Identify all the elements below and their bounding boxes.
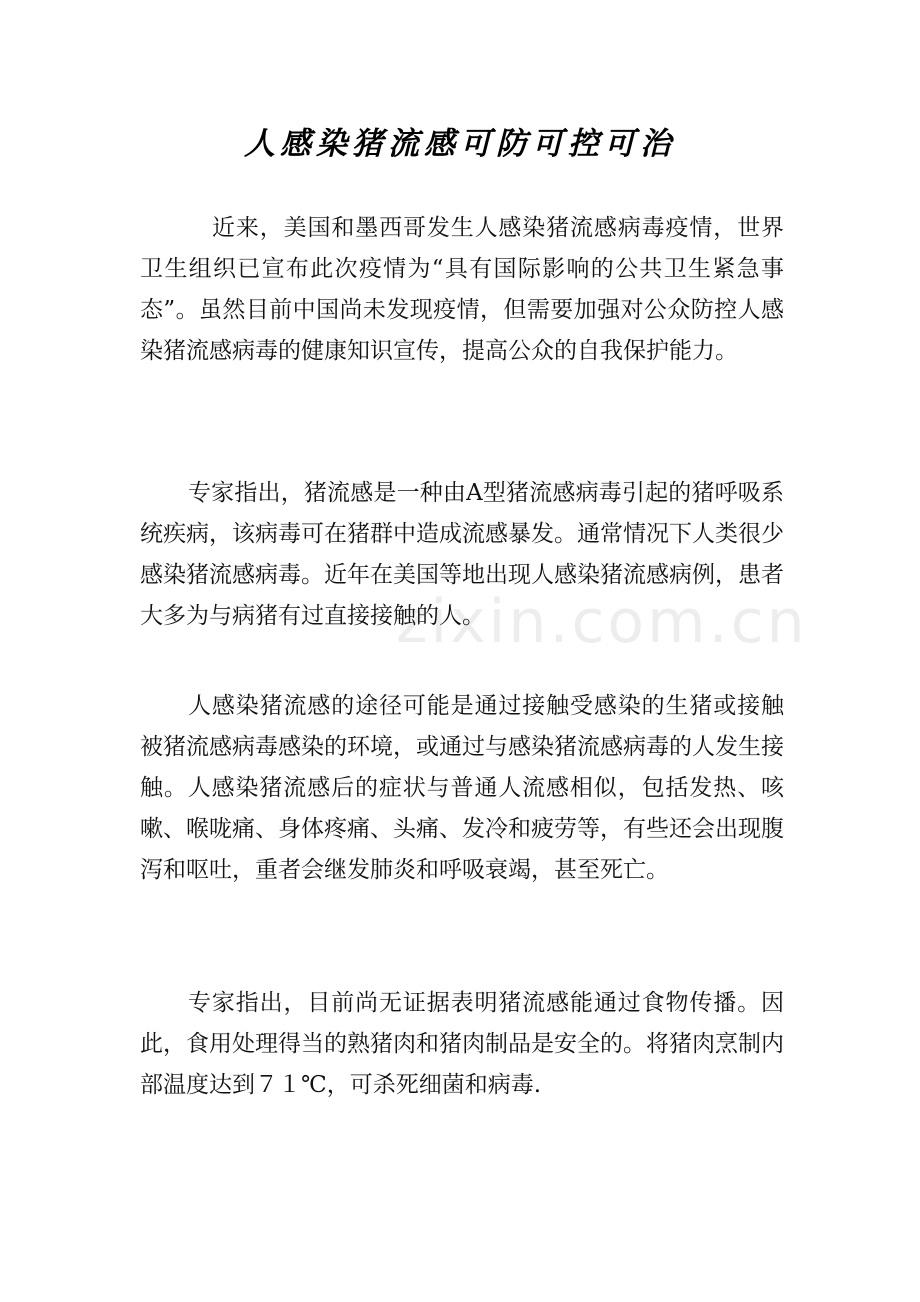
paragraph-2: 专家指出，猪流感是一种由A型猪流感病毒引起的猪呼吸系统疾病，该病毒可在猪群中造成流感暴发。通常情况下人类很少感染猪流感病毒。近年在美国等地出现人感染猪流感病例，患者大多为与病猪有过直接接触的人。	[140, 480, 784, 629]
watermark: zixin.com.cn	[396, 587, 808, 657]
paragraph-4: 专家指出，目前尚无证据表明猪流感能通过食物传播。因此，食用处理得当的熟猪肉和猪肉制品是安全的。将猪肉烹制内部温度达到７１℃，可杀死细菌和病毒.	[140, 990, 784, 1098]
page-title: 人感染猪流感可防可控可治	[244, 126, 676, 162]
paragraph-3: 人感染猪流感的途径可能是通过接触受感染的生猪或接触被猪流感病毒感染的环境，或通过与感染猪流感病毒的人发生接触。人感染猪流感后的症状与普通人流感相似，包括发热、咳嗽、喉咙痛、身体疼痛、头痛、发冷和疲劳等，有些还会出现腹泻和呕吐，重者会继发肺炎和呼吸衰竭，甚至死亡。	[140, 693, 784, 883]
paragraph-1: 近来，美国和墨西哥发生人感染猪流感病毒疫情，世界卫生组织已宣布此次疫情为“具有国际影响的公共卫生紧急事态”。虽然目前中国尚未发现疫情，但需要加强对公众防控人感染猪流感病毒的健康知识宣传，提高公众的自我保护能力。	[140, 215, 784, 364]
